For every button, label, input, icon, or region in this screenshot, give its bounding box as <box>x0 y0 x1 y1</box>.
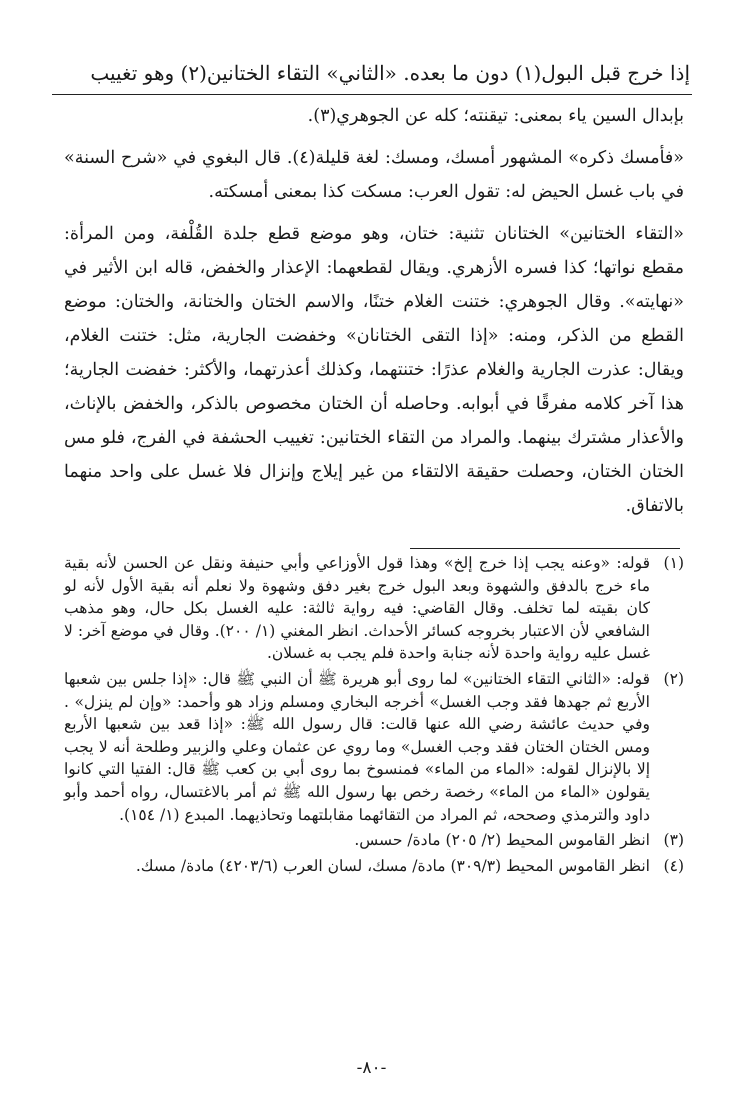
page-number: -٨٠- <box>356 1058 387 1078</box>
main-paragraph-3: «التقاء الختانين» الختانان تثنية: ختان، وهو موضع قطع جلدة القُلْفة، ومن المرأة: مقطع نواتها؛ كذا فسره الأزهري. ويقال لقطعهما: الإعذار والخفض، قاله ابن الأثير في «نهايته». وقال الجوهري: ختنت الغلام ختنًا، والاسم الختان والختانة، والختان: موضع القطع من الذكر، ومنه: «إذا التقى الختانان» وخفضت الجارية، مثل: ختنت الغلام، ويقال: عذرت الجارية والغلام عذرًا: ختنتهما، وكذلك أعذرتهما، والأكثر: خفضت الجارية؛ هذا آخر كلامه مفرقًا في أبوابه. وحاصله أن الختان مخصوص بالذكر، والخفض بالإناث، والأعذار مشترك بينهما. والمراد من التقاء الختانين: تغييب الحشفة في الفرج، فلو مس الختان الختان، وحصلت حقيقة الالتقاء من غير إيلاج وإنزال فلا غسل على واحد منهما بالاتفاق. <box>64 224 684 516</box>
footnote-1 <box>64 552 684 665</box>
footnote-text: انظر القاموس المحيط (٢/ ٢٠٥) مادة/ حسس. <box>354 831 650 850</box>
footnote-number: (٢) <box>663 669 684 688</box>
footnote-4 <box>64 855 684 878</box>
continuation-line: إذا خرج قبل البول(١) دون ما بعده. «الثاني» التقاء الختانين(٢) وهو تغييب <box>90 61 690 85</box>
footnote-3 <box>64 829 684 852</box>
footnote-text: انظر القاموس المحيط (٣٠٩/٣) مادة/ مسك، لسان العرب (٤٢٠٣/٦) مادة/ مسك. <box>135 856 650 875</box>
header-rule <box>52 94 692 95</box>
footnotes <box>64 552 684 880</box>
footnote-separator <box>410 548 680 549</box>
main-paragraph-2: «فأمسك ذكره» المشهور أمسك، ومسك: لغة قليلة(٤). قال البغوي في «شرح السنة» في باب غسل الحيض له: تقول العرب: مسكت كذا بمعنى أمسكته. <box>64 148 684 202</box>
footnote-number: (١) <box>663 554 684 572</box>
footnote-text: قوله: «الثاني التقاء الختانين» لما روى أبو هريرة ﷺ أن النبي ﷺ قال: «إذا جلس بين شعبها الأربع ثم جهدها فقد وجب الغسل» أخرجه البخاري ومسلم وزاد هو وأحمد: «وإن لم ينزل» . وفي حديث عائشة رضي الله عنها قالت: قال رسول الله ﷺ: «إذا قعد بين شعبها الأربع ومس الختان الختان فقد وجب الغسل» وما روي عن عثمان وعلي والزبير وطلحة أنه لا يجب إلا بالإنزال لقوله: «الماء من الماء» فمنسوخ بما روى أبي بن كعب ﷺ قال: الفتيا التي كانوا يقولون «الماء من الماء» رخصة رخص بها رسول الله ﷺ ثم أمر بالاغتسال، رواه أحمد وأبو داود والترمذي وصححه، ثم المراد من التقائهما مقابلتهما وتحاذيهما. المبدع (١/ ١٥٤). <box>64 669 650 824</box>
main-paragraph-1: بإبدال السين ياء بمعنى: تيقنته؛ كله عن الجوهري(٣). <box>307 106 684 126</box>
main-text <box>64 99 684 523</box>
footnote-2 <box>64 668 684 826</box>
footnote-number: (٣) <box>663 831 684 850</box>
footnote-text: قوله: «وعنه يجب إذا خرج إلخ» وهذا قول الأوزاعي وأبي حنيفة ونقل عن الحسن لأنه بقية ماء خرج بالدفق والشهوة وبعد البول خرج بغير دفق وشهوة ولا نعلم أنه بقية الأول لأنه لو كان بقيته لما تخلف. وقال القاضي: فيه رواية ثالثة: عليه الغسل بكل حال، وهو مذهب الشافعي لأن الاعتبار بخروجه كسائر الأحداث. انظر المغني (١/ ٢٠٠). وقال في موضع آخر: لا غسل عليه رواية واحدة لأنه جنابة واحدة فلم يجب به غسلان. <box>64 554 650 663</box>
footnote-number: (٤) <box>663 856 684 875</box>
